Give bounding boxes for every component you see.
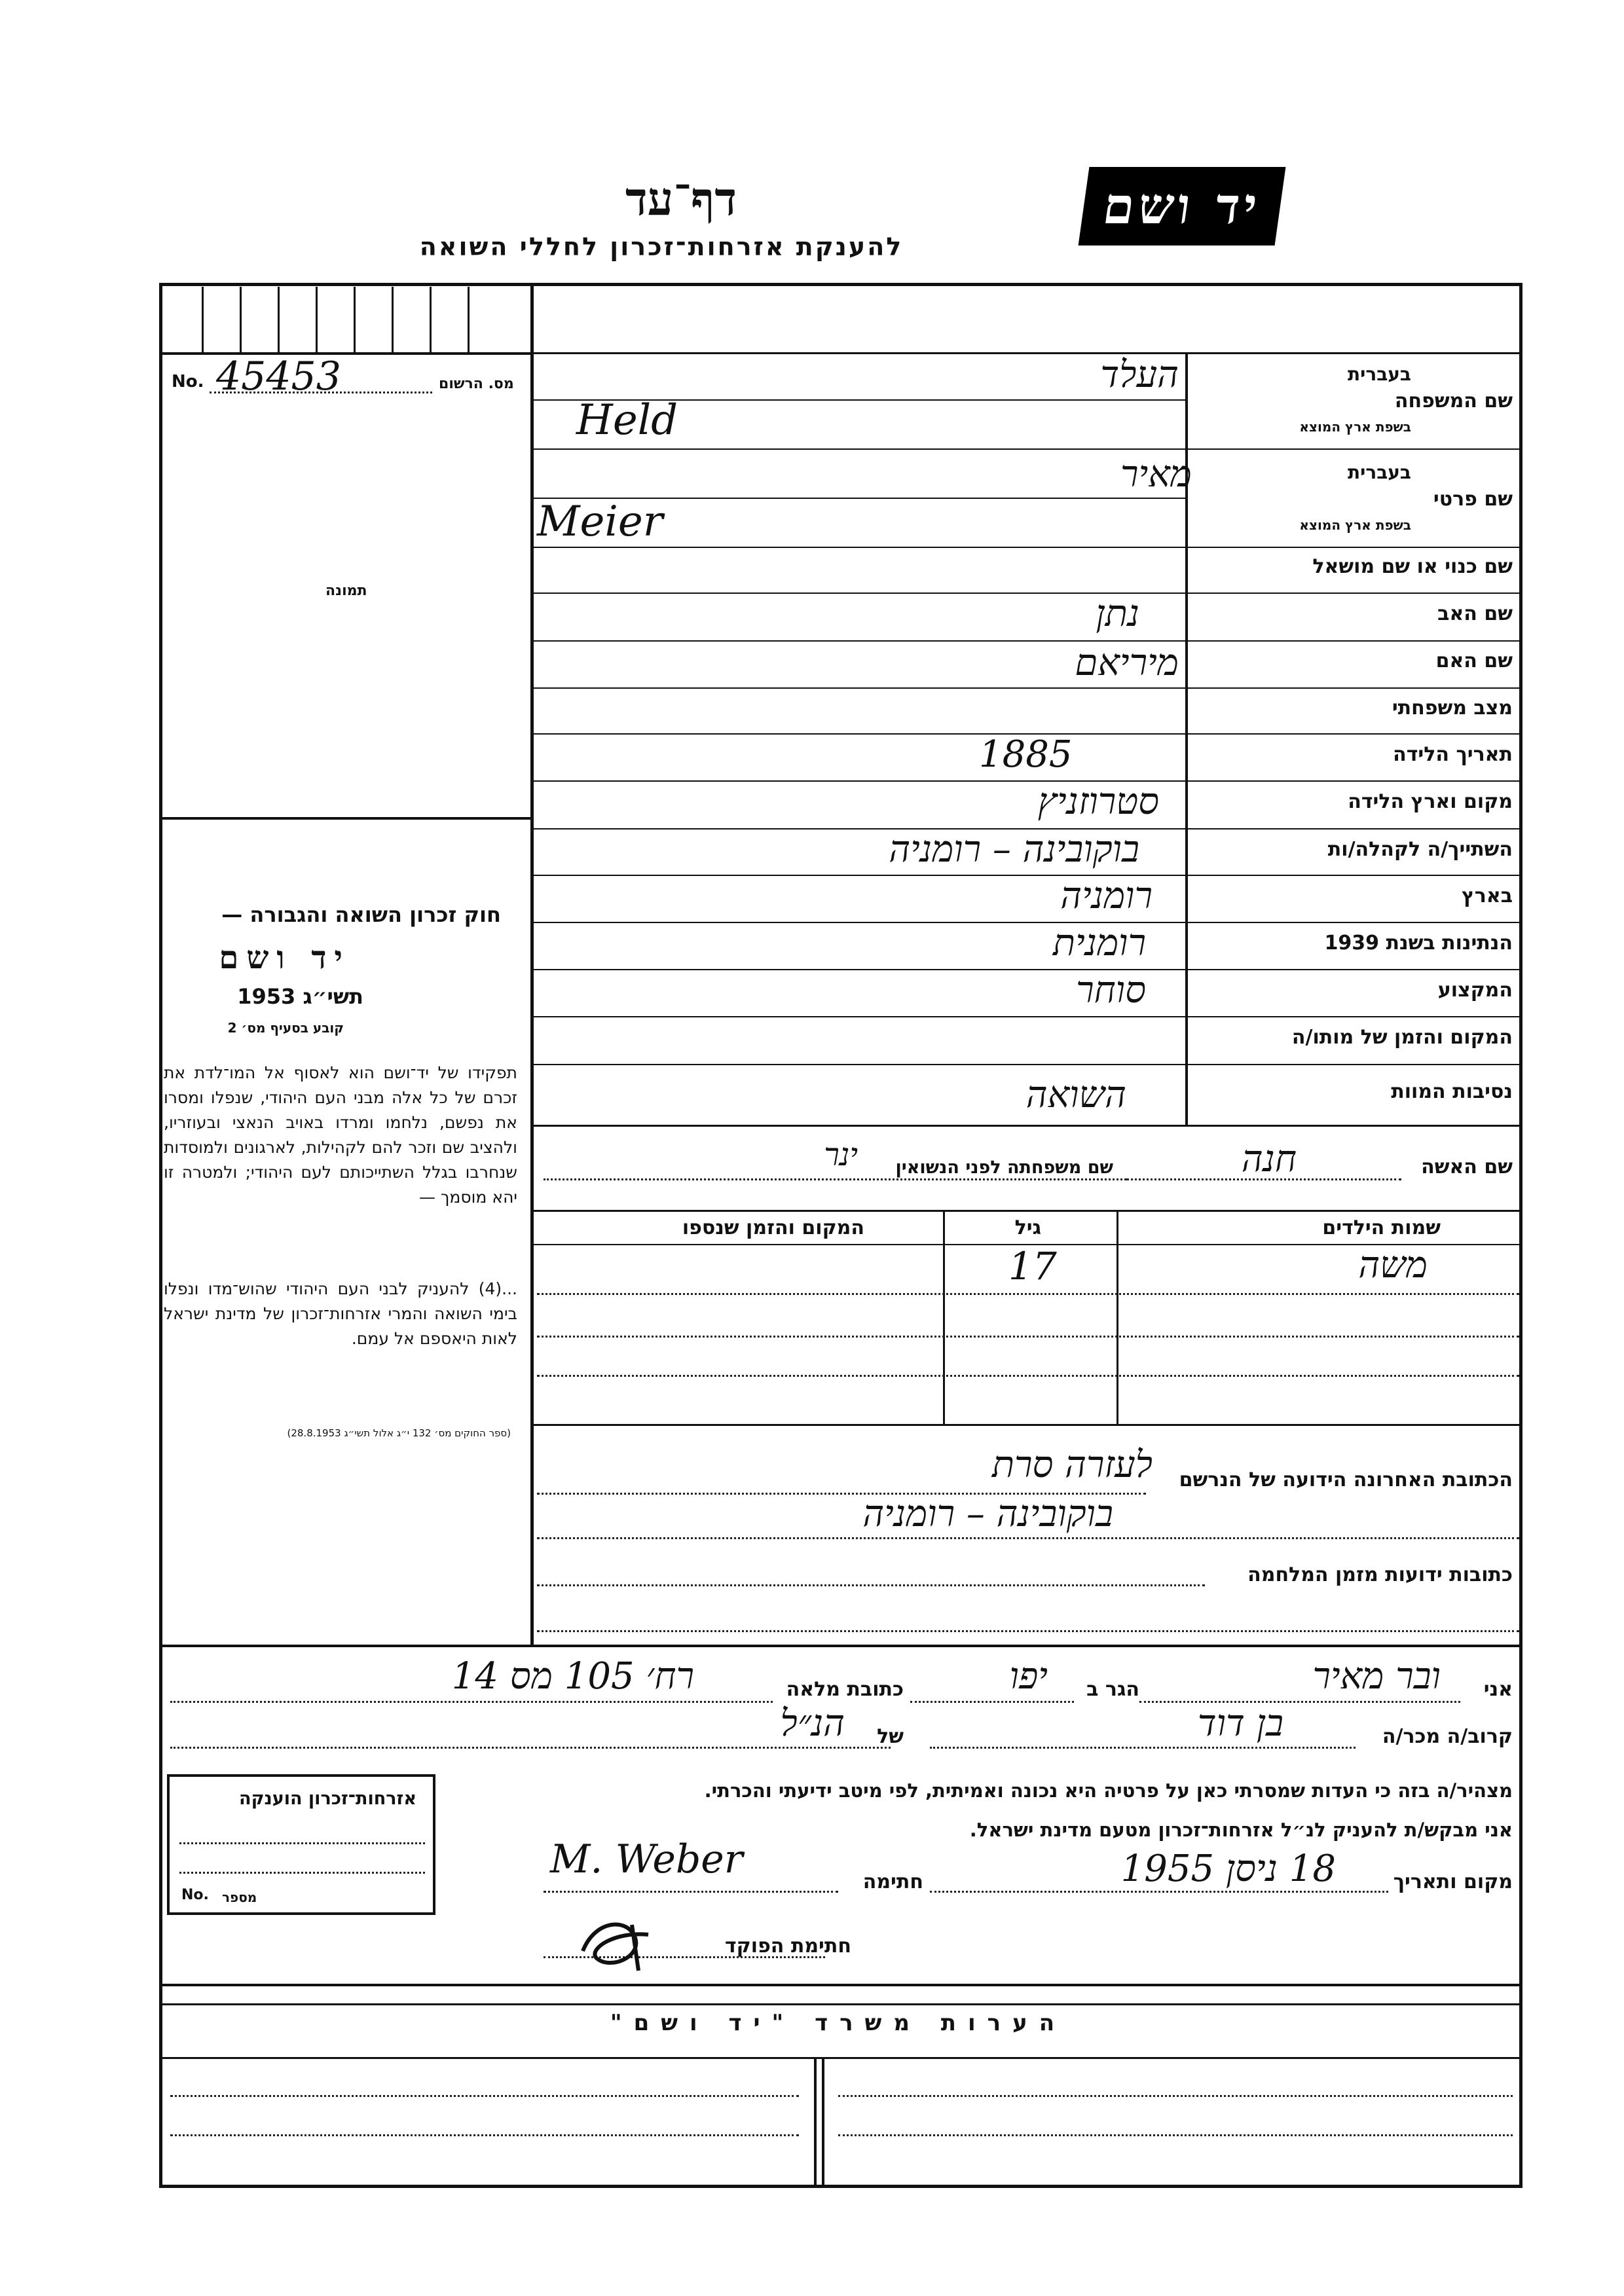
value-declarant: ובר מאיר xyxy=(1312,1655,1441,1698)
value-place-date: 18 ניסן 1955 xyxy=(1120,1848,1336,1890)
label-wife: שם האשה xyxy=(1421,1156,1513,1178)
label-full-address: כתובת מלאה xyxy=(786,1678,904,1701)
value-first-name-origin: Meier xyxy=(537,498,663,546)
header-children-place-time: המקום והזמן שנספו xyxy=(682,1216,864,1239)
statement-2: אני מבקש/ת להעניק לנ״ל אזרחות־זכרון מטעם מדינת ישראל. xyxy=(969,1819,1513,1841)
label-signature: חתימה xyxy=(862,1870,923,1893)
officer-signature-scribble xyxy=(570,1912,674,1977)
granted-box-no: No. xyxy=(181,1887,209,1903)
law-clause: קובע בסעיף מס׳ 2 xyxy=(227,1020,344,1036)
label-officer-signature: חתימת הפוקד xyxy=(725,1935,851,1958)
value-maiden-name: ינר xyxy=(824,1137,858,1173)
label-wartime-address: כתובות ידועות מזמן המלחמה xyxy=(1247,1563,1513,1586)
declarant-signature: M. Weber xyxy=(550,1836,743,1882)
value-profession: סוחר xyxy=(1076,969,1146,1011)
logo-text: יד ושם xyxy=(1099,177,1265,235)
value-relative: בן דוד xyxy=(1197,1702,1283,1745)
value-first-name-hebrew: מאיר xyxy=(1120,453,1192,496)
label-birth-date: תאריך הלידה xyxy=(1393,743,1513,766)
label-death-place-time: המקום והזמן של מותו/ה xyxy=(1291,1026,1513,1049)
value-resident: יפו xyxy=(1009,1655,1048,1698)
children-col-divider-2 xyxy=(943,1210,945,1424)
photo-label: תמונה xyxy=(325,583,367,599)
value-citizenship: רומנית xyxy=(1052,922,1146,964)
children-col-divider-1 xyxy=(1116,1210,1118,1424)
value-mother: מיריאם xyxy=(1075,642,1179,684)
child-age: 17 xyxy=(1008,1244,1057,1288)
value-death-circumstances: השואה xyxy=(1025,1074,1126,1116)
value-last-address-1: לעזרה סרת xyxy=(991,1444,1153,1486)
value-of: הנ״ל xyxy=(780,1702,845,1745)
label-relative: קרוב/ה מכר/ה xyxy=(1382,1725,1513,1748)
page-title: דף־עד xyxy=(625,172,737,226)
value-community: בוקובינה – רומניה xyxy=(889,828,1139,871)
label-profession: המקצוע xyxy=(1437,979,1513,1002)
registration-number: 45453 xyxy=(216,354,341,399)
law-paragraph-1: תפקידו של יד־ושם הוא לאסוף אל המו־לדת את זכרם של כל אלה מבני העם היהודי, שנפלו ומסרו את נפשם, נלחמו ומרדו באויב הנאצי ובעוזריו, ולהציב שם וזכר להם לקהילות, לארגונים ולמוסדות שנחרבו בגלל השתייכותם לעם היהודי; ולמטרה זו יהא מוסמך — xyxy=(164,1063,517,1207)
page-subtitle: להענקת אזרחות־זכרון לחללי השואה xyxy=(419,232,904,261)
label-community: השתייך/ה לקהלה/ות xyxy=(1327,838,1513,861)
value-family-name-origin: Held xyxy=(576,396,678,445)
value-country: רומניה xyxy=(1060,875,1153,917)
label-family-name-hebrew: בעברית xyxy=(1347,363,1411,385)
office-notes-divider xyxy=(814,2057,817,2188)
granted-box-number-label: מספר xyxy=(222,1889,257,1905)
law-citation: (ספר החוקים מס׳ 132 י״ג אלול תשי״ג 28.8.1953) xyxy=(287,1427,511,1439)
statement-1: מצהיר/ה בזה כי העדות שמסרתי כאן על פרטיה היא נכונה ואמיתית, לפי מיטב ידיעתי והכרתי. xyxy=(704,1779,1513,1802)
label-family-name: שם המשפחה xyxy=(1394,390,1513,412)
label-mother: שם האם xyxy=(1435,649,1513,672)
label-declarant: אני xyxy=(1483,1678,1513,1701)
office-notes-title: הערות משרד "יד ושם" xyxy=(610,2010,1067,2036)
left-column-divider xyxy=(530,283,534,1645)
registration-boxes xyxy=(164,287,530,352)
label-first-name-hebrew: בעברית xyxy=(1347,462,1411,483)
registration-label: מס. הרשום xyxy=(439,376,514,392)
value-wife-name: חנה xyxy=(1241,1138,1297,1180)
child-name: משה xyxy=(1358,1244,1428,1286)
label-resident: הגר ב xyxy=(1086,1678,1139,1701)
label-nickname: שם כנוי או שם מושאל xyxy=(1312,555,1513,578)
law-paragraph-2: ...(4) להעניק לבני העם היהודי שהוש־מדו ונפלו בימי השואה והמרי אזרחות־זכרון של מדינת ישראל לאות היאספם אל עמם. xyxy=(164,1279,517,1348)
value-birth-date: 1885 xyxy=(979,733,1073,776)
value-family-name-hebrew: העלד xyxy=(1100,354,1179,396)
label-marital: מצב משפחתי xyxy=(1392,697,1513,720)
value-father: נתן xyxy=(1096,592,1139,635)
law-name: יד ושם xyxy=(219,939,350,976)
law-title: חוק זכרון השואה והגבורה — xyxy=(221,902,501,927)
header-children-age: גיל xyxy=(1014,1216,1041,1239)
label-first-name: שם פרטי xyxy=(1433,488,1513,511)
label-place-date: מקום ותאריך xyxy=(1393,1870,1513,1893)
law-year: תשי״ג 1953 xyxy=(237,984,363,1009)
label-first-name-origin: בשפת ארץ המוצא xyxy=(1299,517,1411,533)
label-death-circumstances: נסיבות המוות xyxy=(1391,1080,1513,1103)
label-family-name-origin: בשפת ארץ המוצא xyxy=(1299,419,1411,435)
label-country: בארץ xyxy=(1461,884,1513,907)
yad-vashem-logo xyxy=(1079,167,1286,246)
label-father: שם האב xyxy=(1437,602,1513,625)
granted-box xyxy=(167,1774,435,1915)
label-last-address: הכתובת האחרונה הידועה של הנרשם xyxy=(1179,1468,1513,1491)
label-citizenship: הנתינות בשנת 1939 xyxy=(1324,932,1513,955)
granted-box-title: אזרחות־זכרון הוענקה xyxy=(239,1789,416,1809)
value-full-address: רח׳ 105 מס 14 xyxy=(451,1655,694,1698)
registration-no-prefix: No. xyxy=(172,372,204,392)
label-maiden-name: שם משפחתה לפני הנשואין xyxy=(895,1157,1113,1178)
label-birth-place: מקום וארץ הלידה xyxy=(1348,790,1513,813)
header-children-names: שמות הילדים xyxy=(1322,1216,1441,1239)
value-last-address-2: בוקובינה – רומניה xyxy=(862,1493,1113,1535)
label-of: של xyxy=(877,1725,904,1748)
value-birth-place: סטרוזניץ xyxy=(1037,780,1159,823)
